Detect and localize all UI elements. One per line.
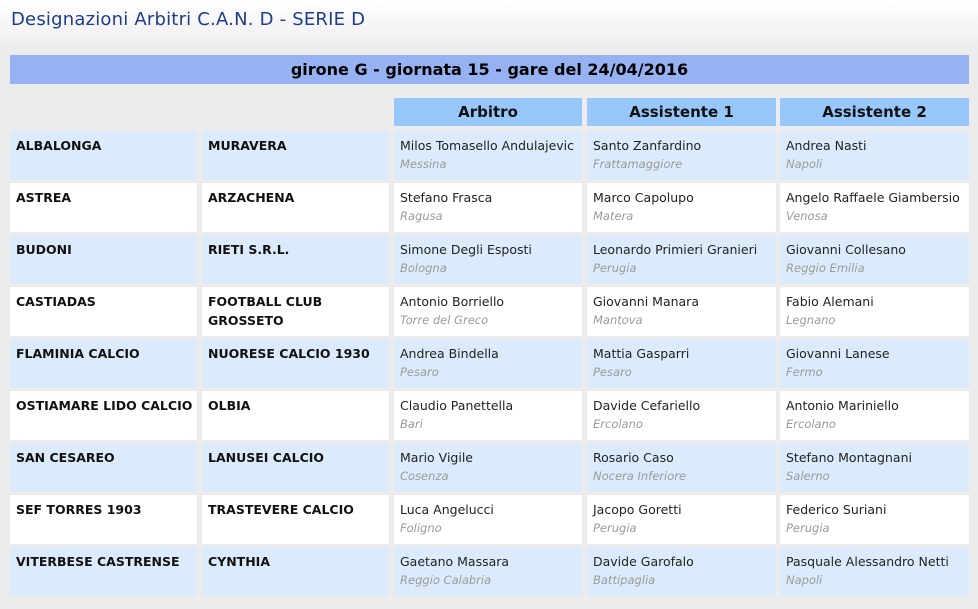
table-row — [10, 547, 969, 596]
table-row — [10, 183, 969, 232]
assistant-2-name: Stefano Montagnani — [786, 450, 912, 465]
home-team: ASTREA — [16, 190, 72, 205]
home-team: SEF TORRES 1903 — [16, 502, 142, 517]
round-header: girone G - giornata 15 - gare del 24/04/2016 — [10, 55, 969, 84]
assistant-2-cell — [780, 235, 969, 284]
referee-name: Antonio Borriello — [400, 294, 505, 309]
assistant-1-city: Frattamaggiore — [593, 157, 683, 171]
referee-cell — [394, 131, 582, 180]
assistant-1-name: Rosario Caso — [593, 450, 674, 465]
assistant-1-cell — [587, 287, 776, 336]
assistant-2-name: Angelo Raffaele Giambersio — [786, 190, 960, 205]
assistant-1-cell — [587, 443, 776, 492]
referee-cell — [394, 495, 582, 544]
home-team-cell — [10, 443, 197, 492]
assistant-1-name: Marco Capolupo — [593, 190, 694, 205]
assistant-2-cell — [780, 495, 969, 544]
away-team: NUORESE CALCIO 1930 — [208, 346, 370, 361]
assistant-2-city: Fermo — [786, 365, 823, 379]
table-row — [10, 443, 969, 492]
referee-city: Bologna — [400, 261, 447, 275]
assistant-2-city: Napoli — [786, 573, 823, 587]
referee-city: Messina — [400, 157, 447, 171]
home-team: ALBALONGA — [16, 138, 102, 153]
referee-city: Bari — [400, 417, 423, 431]
referee-name: Milos Tomasello Andulajevic — [400, 138, 574, 153]
assistant-2-name: Andrea Nasti — [786, 138, 867, 153]
header-assistant-2: Assistente 2 — [780, 98, 969, 126]
assistant-2-city: Napoli — [786, 157, 823, 171]
table-row — [10, 495, 969, 544]
table-row — [10, 131, 969, 180]
assistant-1-city: Mantova — [593, 313, 643, 327]
assistant-1-cell — [587, 547, 776, 596]
away-team: TRASTEVERE CALCIO — [208, 502, 354, 517]
home-team: CASTIADAS — [16, 294, 96, 309]
referee-name: Simone Degli Esposti — [400, 242, 532, 257]
referee-cell — [394, 339, 582, 388]
assistant-1-name: Davide Garofalo — [593, 554, 694, 569]
home-team-cell — [10, 339, 197, 388]
home-team-cell — [10, 391, 197, 440]
away-team: RIETI S.R.L. — [208, 242, 290, 257]
assistant-2-city: Salerno — [786, 469, 830, 483]
table-row — [10, 391, 969, 440]
referee-name: Luca Angelucci — [400, 502, 494, 517]
assistant-1-cell — [587, 183, 776, 232]
away-team: MURAVERA — [208, 138, 287, 153]
away-team-cell — [202, 547, 389, 596]
assistant-1-name: Mattia Gasparri — [593, 346, 690, 361]
home-team: VITERBESE CASTRENSE — [16, 554, 180, 569]
assistant-2-name: Giovanni Collesano — [786, 242, 906, 257]
assistant-2-cell — [780, 443, 969, 492]
table-row — [10, 339, 969, 388]
assistant-2-cell — [780, 547, 969, 596]
home-team-cell — [10, 287, 197, 336]
header-assistant-1: Assistente 1 — [587, 98, 776, 126]
home-team: BUDONI — [16, 242, 72, 257]
away-team: FOOTBALL CLUB GROSSETO — [208, 294, 323, 328]
assistant-2-city: Perugia — [786, 521, 830, 535]
assistant-1-city: Perugia — [593, 521, 637, 535]
referee-city: Reggio Calabria — [400, 573, 492, 587]
assistant-1-name: Jacopo Goretti — [593, 502, 682, 517]
referee-cell — [394, 391, 582, 440]
referee-city: Torre del Greco — [400, 313, 489, 327]
referee-name: Stefano Frasca — [400, 190, 493, 205]
assistant-2-cell — [780, 287, 969, 336]
assistant-1-city: Perugia — [593, 261, 637, 275]
away-team: CYNTHIA — [208, 554, 270, 569]
assistant-1-cell — [587, 339, 776, 388]
assistant-1-cell — [587, 391, 776, 440]
away-team-cell — [202, 443, 389, 492]
away-team-cell — [202, 495, 389, 544]
home-team-cell — [10, 547, 197, 596]
home-team: SAN CESAREO — [16, 450, 115, 465]
assistant-1-cell — [587, 131, 776, 180]
assistant-1-name: Santo Zanfardino — [593, 138, 702, 153]
referee-cell — [394, 287, 582, 336]
assistant-2-cell — [780, 183, 969, 232]
assistant-2-city: Reggio Emilia — [786, 261, 865, 275]
header-referee: Arbitro — [394, 98, 582, 126]
home-team-cell — [10, 495, 197, 544]
home-team-cell — [10, 235, 197, 284]
away-team-cell — [202, 391, 389, 440]
away-team: ARZACHENA — [208, 190, 295, 205]
away-team-cell — [202, 183, 389, 232]
assistant-2-cell — [780, 339, 969, 388]
referee-cell — [394, 547, 582, 596]
referee-name: Claudio Panettella — [400, 398, 514, 413]
assistant-2-cell — [780, 131, 969, 180]
away-team-cell — [202, 131, 389, 180]
page-title: Designazioni Arbitri C.A.N. D - SERIE D — [11, 9, 366, 30]
referee-name: Gaetano Massara — [400, 554, 510, 569]
referee-name: Mario Vigile — [400, 450, 473, 465]
referee-city: Ragusa — [400, 209, 443, 223]
table-row — [10, 287, 969, 336]
home-team: FLAMINIA CALCIO — [16, 346, 140, 361]
referee-city: Cosenza — [400, 469, 449, 483]
assistant-1-cell — [587, 495, 776, 544]
assistant-2-city: Ercolano — [786, 417, 836, 431]
assistant-2-name: Fabio Alemani — [786, 294, 874, 309]
assistant-1-city: Ercolano — [593, 417, 643, 431]
away-team: LANUSEI CALCIO — [208, 450, 325, 465]
assistant-1-city: Battipaglia — [593, 573, 656, 587]
away-team-cell — [202, 287, 389, 336]
referee-cell — [394, 443, 582, 492]
away-team-cell — [202, 339, 389, 388]
referee-city: Pesaro — [400, 365, 439, 379]
assistant-1-city: Nocera Inferiore — [593, 469, 687, 483]
home-team: OSTIAMARE LIDO CALCIO — [16, 398, 193, 413]
table-row — [10, 235, 969, 284]
assistant-1-city: Pesaro — [593, 365, 632, 379]
referee-city: Foligno — [400, 521, 442, 535]
assistant-1-name: Giovanni Manara — [593, 294, 699, 309]
assistant-2-name: Giovanni Lanese — [786, 346, 890, 361]
assistant-2-city: Venosa — [786, 209, 828, 223]
assistant-2-name: Antonio Mariniello — [786, 398, 899, 413]
referee-cell — [394, 183, 582, 232]
home-team-cell — [10, 183, 197, 232]
home-team-cell — [10, 131, 197, 180]
assistant-1-cell — [587, 235, 776, 284]
assistant-2-name: Federico Suriani — [786, 502, 887, 517]
referee-name: Andrea Bindella — [400, 346, 499, 361]
assistant-2-cell — [780, 391, 969, 440]
assistant-1-name: Davide Cefariello — [593, 398, 701, 413]
referee-cell — [394, 235, 582, 284]
away-team-cell — [202, 235, 389, 284]
assistant-2-city: Legnano — [786, 313, 836, 327]
assistant-1-name: Leonardo Primieri Granieri — [593, 242, 758, 257]
assistant-1-city: Matera — [593, 209, 634, 223]
away-team: OLBIA — [208, 398, 251, 413]
assistant-2-name: Pasquale Alessandro Netti — [786, 554, 949, 569]
